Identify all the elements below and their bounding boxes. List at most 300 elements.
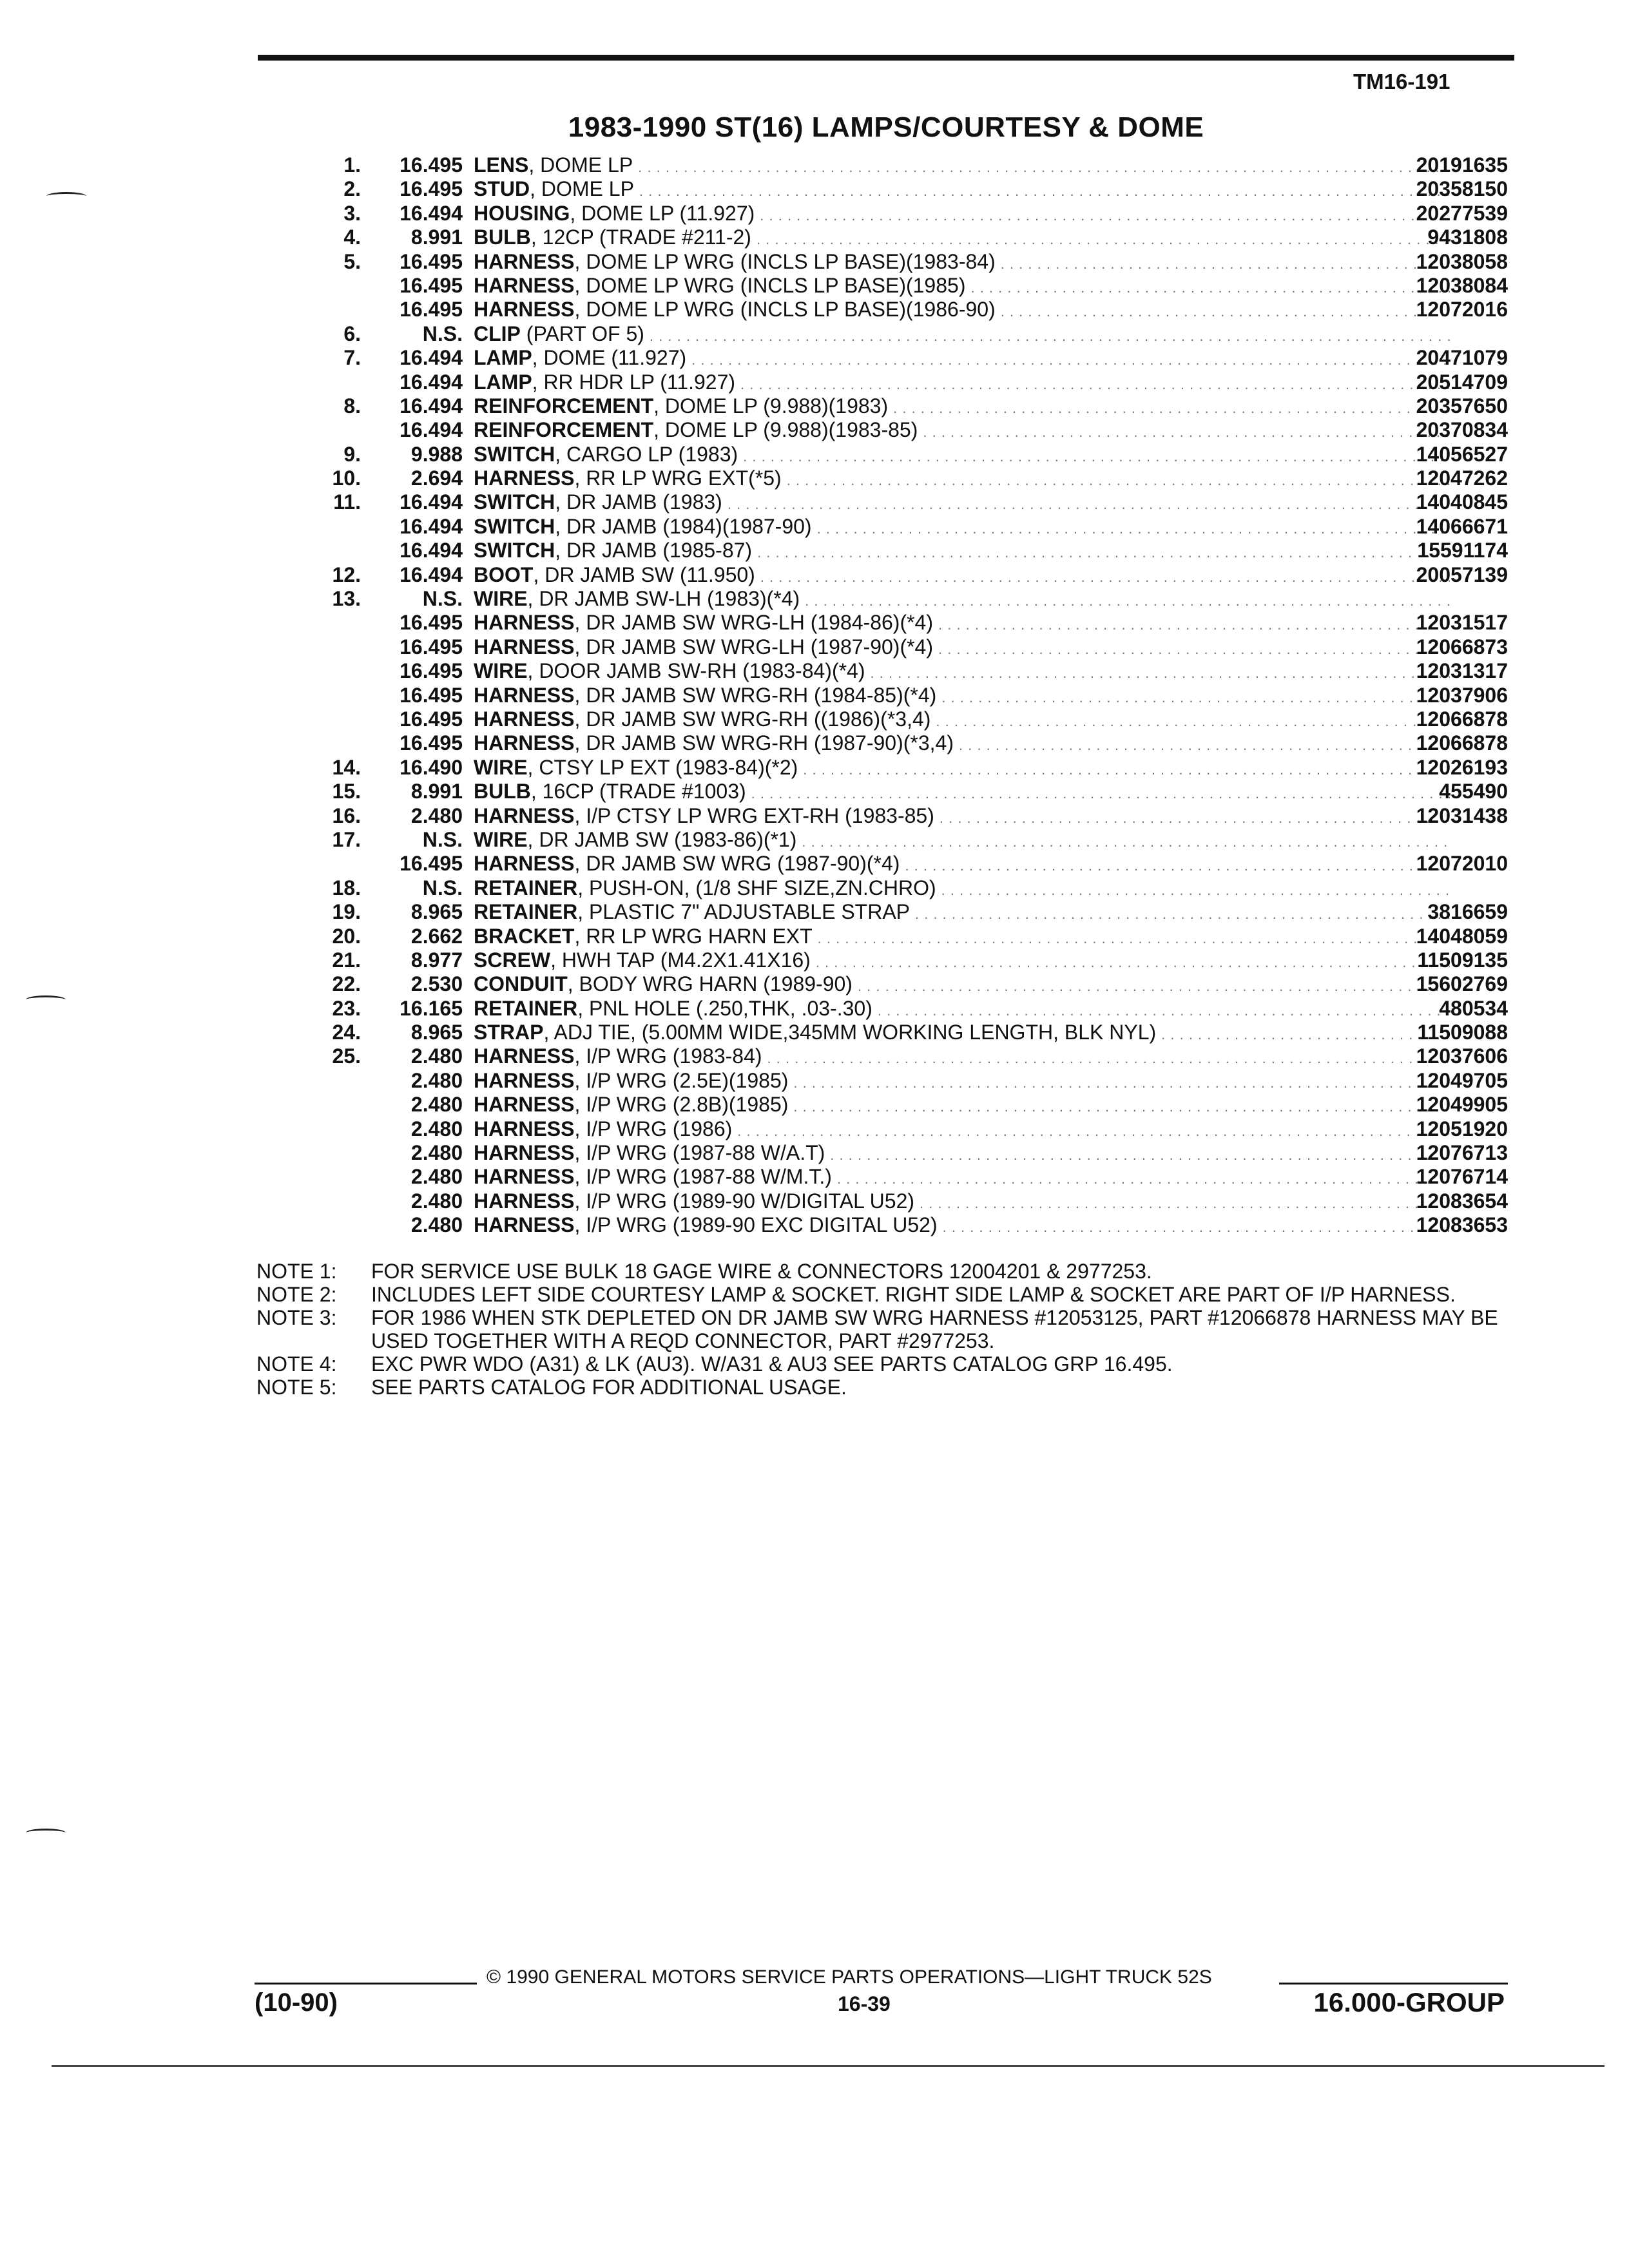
part-detail: , DR JAMB SW WRG-RH ((1986)(*3,4)	[574, 707, 931, 731]
part-detail: , RR HDR LP (11.927)	[532, 370, 736, 394]
part-detail: , DOME LP	[528, 153, 633, 177]
part-name: HARNESS	[474, 1068, 575, 1092]
part-name: HARNESS	[474, 803, 575, 827]
group-label: 16.000-GROUP	[1313, 1987, 1505, 2017]
group-number: 8.977	[410, 948, 463, 972]
part-description	[474, 1141, 1450, 1167]
part-name: SWITCH	[474, 442, 555, 466]
note-item	[256, 1376, 1519, 1399]
part-name: BULB	[474, 226, 531, 249]
item-number: 7.	[343, 346, 361, 370]
part-description	[474, 466, 1450, 492]
note-label: NOTE 1:	[256, 1260, 337, 1283]
part-detail: , DR JAMB SW (1983-86)(*1)	[527, 827, 797, 851]
part-description	[474, 900, 1450, 926]
part-description	[474, 997, 1450, 1023]
item-number: 11.	[333, 490, 361, 514]
part-row	[284, 852, 1508, 876]
group-number: 16.495	[400, 611, 463, 635]
part-number: 14040845	[1416, 490, 1508, 514]
part-row	[284, 972, 1508, 996]
part-name: REINFORCEMENT	[474, 418, 654, 442]
note-label: NOTE 5:	[256, 1376, 337, 1399]
part-row	[284, 611, 1508, 635]
part-row	[284, 707, 1508, 731]
binder-hole-mark	[46, 192, 86, 200]
part-detail: , DR JAMB SW WRG-LH (1987-90)(*4)	[574, 635, 933, 658]
part-number: 15591174	[1417, 539, 1508, 562]
part-name: HARNESS	[474, 683, 575, 707]
part-row	[284, 346, 1508, 370]
part-description	[474, 587, 1450, 613]
note-label: NOTE 3:	[256, 1306, 337, 1329]
part-number: 12026193	[1416, 755, 1508, 779]
edition-date: (10-90)	[255, 1988, 338, 2017]
part-name: HARNESS	[474, 707, 575, 731]
group-number: 2.480	[410, 1068, 463, 1092]
part-description	[474, 756, 1450, 782]
part-detail: , DOME LP	[530, 177, 634, 201]
part-number: 12037906	[1416, 683, 1508, 707]
part-description	[474, 394, 1450, 420]
note-item	[256, 1283, 1519, 1306]
part-description	[474, 563, 1450, 589]
part-number: 12066878	[1416, 707, 1508, 731]
part-name: HARNESS	[474, 298, 575, 322]
group-number: 16.495	[400, 852, 463, 876]
group-number: 16.494	[400, 418, 463, 442]
group-number: 16.495	[400, 707, 463, 731]
group-number: 16.495	[400, 273, 463, 297]
part-name: HARNESS	[474, 611, 575, 635]
part-detail: , DR JAMB SW WRG-RH (1984-85)(*4)	[574, 683, 937, 707]
part-row	[284, 1093, 1508, 1117]
part-detail: , I/P WRG (2.8B)(1985)	[574, 1093, 789, 1117]
part-detail: , DR JAMB SW WRG (1987-90)(*4)	[574, 852, 900, 876]
bottom-rule	[52, 2065, 1605, 2067]
part-name: SCREW	[474, 948, 551, 972]
part-number: 3816659	[1427, 900, 1508, 924]
parts-list	[284, 153, 1508, 1238]
part-number: 12083653	[1416, 1213, 1508, 1237]
part-name: BOOT	[474, 562, 534, 586]
part-detail: , CTSY LP EXT (1983-84)(*2)	[527, 755, 798, 779]
group-number: 16.165	[400, 996, 463, 1020]
part-row	[284, 394, 1508, 418]
part-name: WIRE	[474, 827, 528, 851]
part-number: 12031438	[1416, 803, 1508, 827]
note-text: FOR SERVICE USE BULK 18 GAGE WIRE & CONNECTORS 12004201 & 2977253.	[371, 1260, 1152, 1283]
note-item	[256, 1306, 1519, 1352]
part-number: 20057139	[1416, 562, 1508, 586]
part-number: 14056527	[1416, 442, 1508, 466]
part-detail: , DOME LP (11.927)	[570, 201, 755, 225]
note-item	[256, 1260, 1519, 1283]
document-code: TM16-191	[1353, 70, 1451, 93]
part-name: HARNESS	[474, 249, 575, 273]
part-name: HARNESS	[474, 852, 575, 876]
part-number: 9431808	[1427, 226, 1508, 249]
part-description	[474, 250, 1450, 276]
part-number: 12072016	[1416, 298, 1508, 322]
part-description	[474, 1165, 1450, 1191]
part-description	[474, 948, 1450, 974]
part-name: LENS	[474, 153, 529, 177]
part-description	[474, 490, 1450, 516]
part-number: 12066878	[1416, 731, 1508, 755]
part-name: WIRE	[474, 587, 528, 611]
part-name: HARNESS	[474, 1213, 575, 1237]
part-detail: , I/P WRG (2.5E)(1985)	[574, 1068, 789, 1092]
part-row	[284, 684, 1508, 707]
part-description	[474, 925, 1450, 950]
part-row	[284, 1044, 1508, 1068]
binder-hole-mark	[26, 995, 66, 1004]
part-description	[474, 1021, 1450, 1046]
part-detail: , I/P WRG (1987-88 W/M.T.)	[574, 1165, 832, 1189]
group-number: 2.662	[410, 924, 463, 948]
part-number: 12051920	[1416, 1117, 1508, 1140]
part-number: 12038084	[1416, 273, 1508, 297]
group-number: 16.495	[400, 298, 463, 322]
part-number: 20191635	[1416, 153, 1508, 177]
part-row	[284, 202, 1508, 226]
part-row	[284, 1069, 1508, 1093]
part-row	[284, 1213, 1508, 1237]
part-number: 12031517	[1416, 611, 1508, 635]
part-row	[284, 1021, 1508, 1044]
part-description	[474, 684, 1450, 709]
item-number: 9.	[343, 442, 361, 466]
part-detail: , I/P WRG (1983-84)	[574, 1044, 762, 1068]
part-detail: , RR LP WRG EXT(*5)	[574, 466, 782, 490]
item-number: 25.	[332, 1044, 361, 1068]
group-number: 2.480	[410, 1044, 463, 1068]
part-description	[474, 322, 1450, 348]
group-number: 9.988	[410, 442, 463, 466]
part-number: 12066873	[1416, 635, 1508, 658]
part-name: RETAINER	[474, 876, 578, 899]
part-detail: , PNL HOLE (.250,THK, .03-.30)	[577, 996, 872, 1020]
part-detail: , DR JAMB (1983)	[555, 490, 722, 514]
part-description	[474, 1213, 1450, 1239]
part-number: 14066671	[1416, 514, 1508, 538]
part-row	[284, 1117, 1508, 1141]
part-detail: , 16CP (TRADE #1003)	[530, 780, 746, 803]
part-name: RETAINER	[474, 996, 578, 1020]
part-row	[284, 587, 1508, 611]
part-description	[474, 539, 1450, 564]
part-number: 12049705	[1416, 1068, 1508, 1092]
part-row	[284, 997, 1508, 1021]
footer-rule-right	[1279, 1983, 1508, 1984]
group-number: 16.495	[400, 153, 463, 177]
item-number: 10.	[332, 466, 361, 490]
part-number: 480534	[1439, 996, 1508, 1020]
copyright-notice: © 1990 GENERAL MOTORS SERVICE PARTS OPERATIONS—LIGHT TRUCK 52S	[487, 1966, 1212, 1988]
part-row	[284, 539, 1508, 562]
group-number: 16.494	[400, 539, 463, 562]
group-number: 16.494	[400, 201, 463, 225]
group-number: 16.494	[400, 490, 463, 514]
part-detail: , PUSH-ON, (1/8 SHF SIZE,ZN.CHRO)	[577, 876, 936, 899]
part-number: 20357650	[1416, 394, 1508, 418]
part-name: HARNESS	[474, 1117, 575, 1140]
part-row	[284, 1189, 1508, 1213]
group-number: 2.480	[410, 803, 463, 827]
part-description	[474, 972, 1450, 998]
part-detail: , RR LP WRG HARN EXT	[574, 924, 813, 948]
part-row	[284, 490, 1508, 514]
part-description	[474, 226, 1450, 251]
part-row	[284, 515, 1508, 539]
top-rule	[258, 55, 1514, 61]
part-description	[474, 1044, 1450, 1070]
item-number: 2.	[343, 177, 361, 201]
part-name: HARNESS	[474, 731, 575, 755]
part-detail: (PART OF 5)	[520, 322, 644, 345]
part-name: HARNESS	[474, 1189, 575, 1213]
part-name: WIRE	[474, 659, 528, 683]
part-row	[284, 322, 1508, 346]
part-number: 12049905	[1416, 1093, 1508, 1117]
item-number: 6.	[343, 322, 361, 345]
group-number: 8.991	[410, 226, 463, 249]
part-number: 12047262	[1416, 466, 1508, 490]
item-number: 1.	[343, 153, 361, 177]
group-number: 2.480	[410, 1165, 463, 1189]
group-number: 16.495	[400, 177, 463, 201]
part-row	[284, 298, 1508, 322]
part-detail: , DR JAMB SW WRG-LH (1984-86)(*4)	[574, 611, 933, 635]
part-row	[284, 370, 1508, 394]
part-name: HARNESS	[474, 466, 575, 490]
part-detail: , DOME LP WRG (INCLS LP BASE)(1986-90)	[574, 298, 996, 322]
group-number: N.S.	[422, 876, 463, 899]
part-number: 455490	[1439, 780, 1508, 803]
part-description	[474, 731, 1450, 757]
part-name: HARNESS	[474, 1044, 575, 1068]
part-detail: , DOOR JAMB SW-RH (1983-84)(*4)	[527, 659, 865, 683]
part-number: 12038058	[1416, 249, 1508, 273]
part-number: 12076714	[1416, 1165, 1508, 1189]
group-number: 8.991	[410, 780, 463, 803]
group-number: 2.480	[410, 1117, 463, 1140]
group-number: 16.495	[400, 635, 463, 658]
part-detail: , HWH TAP (M4.2X1.41X16)	[550, 948, 811, 972]
page-title: 1983-1990 ST(16) LAMPS/COURTESY & DOME	[568, 111, 1204, 143]
item-number: 14.	[332, 755, 361, 779]
part-row	[284, 153, 1508, 177]
part-row	[284, 635, 1508, 659]
part-detail: , DR JAMB (1984)(1987-90)	[555, 514, 812, 538]
item-number: 5.	[343, 249, 361, 273]
part-row	[284, 1165, 1508, 1189]
part-detail: , I/P WRG (1987-88 W/A.T)	[574, 1141, 825, 1165]
part-detail: , DR JAMB SW (11.950)	[533, 562, 755, 586]
part-description	[474, 1069, 1450, 1095]
part-description	[474, 876, 1450, 902]
part-row	[284, 731, 1508, 755]
item-number: 20.	[332, 924, 361, 948]
note-text: SEE PARTS CATALOG FOR ADDITIONAL USAGE.	[371, 1376, 847, 1399]
part-detail: , DR JAMB SW WRG-RH (1987-90)(*3,4)	[574, 731, 954, 755]
part-row	[284, 659, 1508, 683]
part-description	[474, 780, 1450, 805]
notes-section	[256, 1260, 1519, 1399]
part-row	[284, 443, 1508, 466]
part-description	[474, 153, 1450, 179]
part-name: WIRE	[474, 755, 528, 779]
item-number: 16.	[332, 803, 361, 827]
part-description	[474, 707, 1450, 733]
group-number: 16.490	[400, 755, 463, 779]
part-row	[284, 226, 1508, 249]
group-number: N.S.	[422, 587, 463, 611]
group-number: 16.494	[400, 370, 463, 394]
group-number: 2.480	[410, 1213, 463, 1237]
part-detail: , PLASTIC 7" ADJUSTABLE STRAP	[577, 900, 910, 924]
footer-rule-left	[255, 1983, 477, 1984]
part-row	[284, 563, 1508, 587]
part-row	[284, 466, 1508, 490]
part-description	[474, 202, 1450, 227]
binder-hole-mark	[26, 1829, 66, 1837]
part-row	[284, 1141, 1508, 1165]
part-number: 12072010	[1416, 852, 1508, 876]
part-row	[284, 900, 1508, 924]
part-description	[474, 852, 1450, 878]
part-number: 14048059	[1416, 924, 1508, 948]
part-detail: , I/P WRG (1989-90 EXC DIGITAL U52)	[574, 1213, 938, 1237]
part-row	[284, 948, 1508, 972]
item-number: 15.	[332, 780, 361, 803]
part-name: STRAP	[474, 1021, 544, 1044]
group-number: 2.480	[410, 1093, 463, 1117]
group-number: 16.495	[400, 731, 463, 755]
part-detail: , 12CP (TRADE #211-2)	[530, 226, 751, 249]
item-number: 18.	[332, 876, 361, 899]
part-row	[284, 925, 1508, 948]
item-number: 22.	[332, 972, 361, 996]
group-number: 2.530	[410, 972, 463, 996]
part-name: CLIP	[474, 322, 521, 345]
note-text: INCLUDES LEFT SIDE COURTESY LAMP & SOCKET. RIGHT SIDE LAMP & SOCKET ARE PART OF I/P HARNESS.	[371, 1283, 1456, 1306]
group-number: 2.480	[410, 1141, 463, 1165]
item-number: 23.	[332, 996, 361, 1020]
part-description	[474, 804, 1450, 830]
part-row	[284, 756, 1508, 780]
part-name: SWITCH	[474, 539, 555, 562]
group-number: N.S.	[422, 827, 463, 851]
part-number: 20471079	[1416, 346, 1508, 370]
part-row	[284, 418, 1508, 442]
part-detail: , BODY WRG HARN (1989-90)	[567, 972, 853, 996]
part-name: HARNESS	[474, 1165, 575, 1189]
group-number: 16.495	[400, 659, 463, 683]
part-name: RETAINER	[474, 900, 578, 924]
part-detail: , DR JAMB SW-LH (1983)(*4)	[527, 587, 800, 611]
group-number: 16.495	[400, 683, 463, 707]
group-number: 16.494	[400, 346, 463, 370]
part-detail: , DOME LP WRG (INCLS LP BASE)(1983-84)	[574, 249, 996, 273]
part-name: SWITCH	[474, 514, 555, 538]
item-number: 4.	[343, 226, 361, 249]
part-name: SWITCH	[474, 490, 555, 514]
part-name: HOUSING	[474, 201, 570, 225]
part-description	[474, 346, 1450, 372]
part-name: HARNESS	[474, 1093, 575, 1117]
group-number: 16.494	[400, 394, 463, 418]
group-number: 2.694	[410, 466, 463, 490]
part-number: 20514709	[1416, 370, 1508, 394]
group-number: 2.480	[410, 1189, 463, 1213]
part-number: 12076713	[1416, 1141, 1508, 1165]
item-number: 12.	[332, 562, 361, 586]
part-detail: , ADJ TIE, (5.00MM WIDE,345MM WORKING LENGTH, BLK NYL)	[543, 1021, 1157, 1044]
group-number: N.S.	[422, 322, 463, 345]
part-description	[474, 1189, 1450, 1215]
part-number: 12037606	[1416, 1044, 1508, 1068]
note-label: NOTE 2:	[256, 1283, 337, 1306]
part-detail: , DOME LP (9.988)(1983)	[653, 394, 889, 418]
group-number: 16.495	[400, 249, 463, 273]
part-description	[474, 611, 1450, 637]
part-row	[284, 828, 1508, 852]
note-label: NOTE 4:	[256, 1352, 337, 1376]
note-text: EXC PWR WDO (A31) & LK (AU3). W/A31 & AU3 SEE PARTS CATALOG GRP 16.495.	[371, 1352, 1173, 1376]
part-number: 11509088	[1417, 1021, 1508, 1044]
part-detail: , I/P WRG (1986)	[574, 1117, 733, 1140]
part-description	[474, 418, 1450, 444]
part-description	[474, 370, 1450, 396]
part-description	[474, 443, 1450, 468]
part-number: 20358150	[1416, 177, 1508, 201]
part-name: HARNESS	[474, 635, 575, 658]
part-detail: , I/P WRG (1989-90 W/DIGITAL U52)	[574, 1189, 915, 1213]
part-name: HARNESS	[474, 273, 575, 297]
part-name: STUD	[474, 177, 530, 201]
part-name: REINFORCEMENT	[474, 394, 654, 418]
part-name: HARNESS	[474, 1141, 575, 1165]
part-number: 20370834	[1416, 418, 1508, 442]
part-detail: , DR JAMB (1985-87)	[555, 539, 753, 562]
part-number: 20277539	[1416, 201, 1508, 225]
part-row	[284, 274, 1508, 298]
part-detail: , DOME LP (9.988)(1983-85)	[653, 418, 918, 442]
part-detail: , DOME (11.927)	[532, 346, 687, 370]
part-row	[284, 177, 1508, 201]
group-number: 16.494	[400, 514, 463, 538]
part-description	[474, 1093, 1450, 1119]
part-detail: , CARGO LP (1983)	[555, 442, 738, 466]
part-name: LAMP	[474, 370, 532, 394]
item-number: 21.	[332, 948, 361, 972]
page-number: 16-39	[838, 1992, 891, 2015]
part-number: 11509135	[1417, 948, 1508, 972]
part-name: LAMP	[474, 346, 532, 370]
note-text: FOR 1986 WHEN STK DEPLETED ON DR JAMB SW WRG HARNESS #12053125, PART #12066878 HARNESS MAY BE USED TOGETHER WITH A REQD CONNECTOR, PART #2977253.	[371, 1306, 1498, 1352]
group-number: 8.965	[410, 900, 463, 924]
part-description	[474, 274, 1450, 300]
item-number: 3.	[343, 201, 361, 225]
part-row	[284, 804, 1508, 828]
part-number: 12031317	[1416, 659, 1508, 683]
part-name: CONDUIT	[474, 972, 568, 996]
group-number: 16.494	[400, 562, 463, 586]
part-description	[474, 828, 1450, 854]
item-number: 19.	[332, 900, 361, 924]
